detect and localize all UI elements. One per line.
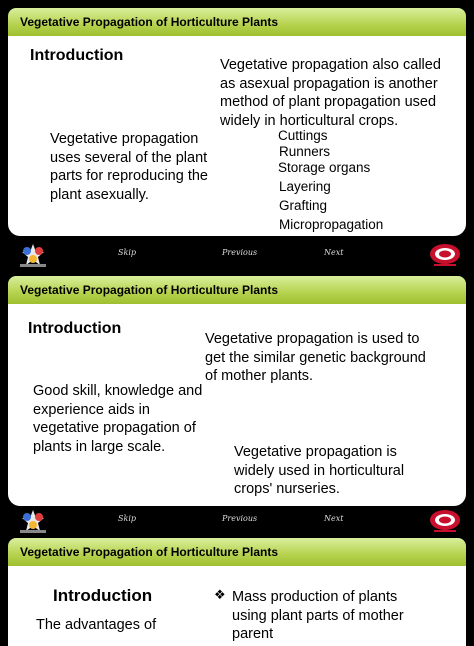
slide-content (8, 36, 466, 236)
slide-content (8, 304, 466, 506)
previous-button[interactable]: Previous (222, 514, 258, 523)
previous-button[interactable]: Previous (222, 248, 258, 257)
nurseries-paragraph: Vegetative propagation is widely used in horticultural crops' nurseries. (234, 444, 405, 497)
university-logo-icon (16, 508, 50, 534)
diamond-bullet-icon: ❖ (214, 587, 226, 602)
slide-nav-bar (0, 240, 474, 270)
slide-content (8, 566, 466, 646)
university-logo-icon (16, 242, 50, 268)
list-item: Storage organs (278, 160, 371, 175)
plant-parts-paragraph: Vegetative propagation uses several of the plant parts for reproducing the plant asexually. (50, 131, 208, 203)
list-item: Runners (279, 144, 331, 159)
advantages-paragraph: The advantages of (36, 617, 157, 633)
definition-paragraph: Vegetative propagation also called as asexual propagation is another method of plant propagation used widely in horticultural crops. (220, 57, 441, 129)
institute-seal-icon (428, 509, 462, 533)
list-item: Layering (279, 179, 331, 194)
slide-title: Vegetative Propagation of Horticulture Plants (20, 545, 279, 559)
next-button[interactable]: Next (324, 514, 344, 523)
institute-seal-icon (428, 243, 462, 267)
list-item: Micropropagation (279, 217, 384, 232)
introduction-heading: Introduction (28, 320, 122, 337)
skip-button[interactable]: Skip (118, 248, 137, 257)
skip-button[interactable]: Skip (118, 514, 137, 523)
introduction-heading: Introduction (30, 47, 124, 64)
slide-header (8, 276, 466, 304)
slide-title: Vegetative Propagation of Horticulture Plants (20, 283, 279, 297)
slide-header (8, 538, 466, 566)
genetic-background-paragraph: Vegetative propagation is used to get the similar genetic background of mother plants. (205, 331, 426, 384)
slide-3 (0, 538, 474, 642)
introduction-heading: Introduction (53, 586, 153, 605)
slide-1 (0, 0, 474, 270)
slide-nav-bar (0, 506, 474, 536)
list-item: Cuttings (278, 128, 328, 143)
slide-header (8, 8, 466, 36)
mass-production-paragraph: Mass production of plants using plant parts of mother parent (232, 589, 404, 642)
next-button[interactable]: Next (324, 248, 344, 257)
list-item: Grafting (279, 198, 328, 213)
skill-paragraph: Good skill, knowledge and experience aids in vegetative propagation of plants in large scale. (33, 383, 203, 455)
slide-title: Vegetative Propagation of Horticulture Plants (20, 15, 279, 29)
slide-2 (0, 270, 474, 538)
